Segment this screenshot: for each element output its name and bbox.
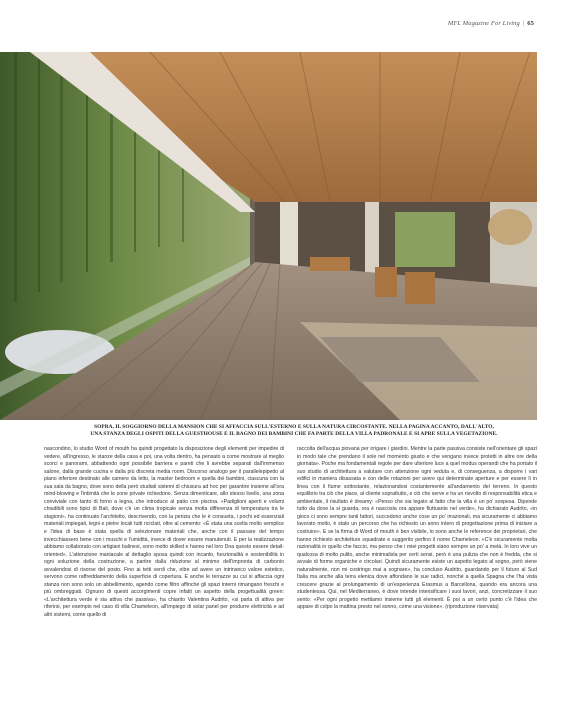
article-column-right: raccolta dell'acqua piovana per irrigare i giardini. Mentre la parte passiva consiste nell'orientare gli spazi in modo tale che prendano il sole nel momento giusto e che vengano invece protetti in altre ore della giornata». Poche ma fondamentali regole per dare ulteriore luce a quel modus operandi che ha portato il suo studio di architettura a valutare con attenzione ogni veduta e, di conseguenza, a disporre i vari edifici in maniera disassata e con delle rotazioni per avere qui determinate aperture e per essere lì in linea con il fiume sottostante, relazionandosi costantemente all'andamento del terreno. In questo equilibrio tra ciò che piace, al cliente soprattutto, e ciò che serve e ha un risvolto di responsabilità etica e ambientale, il risultato è dreamy: «Penso che sia legato al fatto che la villa è un po' sospesa. Dipende tutto da dove la si guarda, ora è nascosta ora appare fluttuante nel verde», ha dichiarato Audrito, «in gioco ci sono sempre tanti fattori, succedono anche cose un po' irrazionali, ma sicuramente ci abbiamo lavorato molto, è stato un percorso che ha richiesto un anno intero di progettazione prima di iniziare a costruire». E se la firma di Word of mouth è ben visibile, lo sono anche le reference dei proprietari, che hanno richiesto architetture squadrate e suggerito perfino il nome Chameleon. «C'è sicuramente molta razionalità in quello che faccio, ma penso che i miei progetti siano sempre un po' a metà. In loro vive un qualcosa di molto pulito, anche minimalista per certi sensi, però è una pulizia che non è fredda, che si avvale di forme organiche e circolari. Quindi sicuramente esiste un aspetto legato al sogno, però viene naturalmente, non mi costringo mai a sognare», ha concluso Audrito, guardando per il futuro al Sud Italia ma anche alla terra elenica dove affondano le sue radici, nonché a quella Spagna che l'ha vista crescere grazie al prolungamento di un'esperienza Erasmus a Barcellona, quando era ancora una studentessa. Qui, nel Mediterraneo, è dove intende intensificare i suoi lavori, anzi, concretizzare il suo sento: «Per ogni progetto mettiamo insieme tutti gli elementi. È poi a un certo punto c'è l'idea che appare di colpo la mattina presto nel sonno, come una visione». (riproduzione riservata) [297,446,537,611]
living-room-photo [0,52,537,420]
page-number: 65 [527,20,534,27]
running-header [448,20,534,27]
article-column-left: nascondino, lo studio Word of mouth ha quindi progettato la disposizione degli elementi per impedire di vedere, all'ingresso, le stanze della casa e poi, una volta dentro, ha pensato a come mostrare al meglio scorci e panorami, abbattendo ogni possibile barriera e pareti che li avrebbe separati dall'immenso salone, dalla grande cucina e dalla più discreta media room. Discorso analogo per il parallelepipedo al piano inferiore destinato alle camere da letto, la master bedroom e quella dei bambini, ciascuna con la sua sala da bagno, dove sono della però studiati sistemi di chiusura ad hoc per garantire insieme all'ora mind-blowing e l'intimità che le zone private richiedono. Senza dimenticare, allo stesso livello, una zona conviviale con tanto di forno a legna, che introduce al patio con piscina. «Padiglioni aperti e volumi chiudibili sono tipici di Bali, dove c'è un clima tropicale senza molta differenza di temperatura tra le stagioni», ha continuato l'architetto, descrivendo, con la perizia che le è consueta, i pochi ed essenziali materiali impiegati, legni e pietre locali tutti riciclati, oltre al cemento: «È stata una scelta molto semplice e l'idea di base è stata quella di selezionare materiali che, anche con il passare del tempo invecchiassero bene con i muschi e l'umidità, invece di dover essere manutenuti. E per la realizzazione abbiamo collaborato con artigiani balinesi, sono molto skilled e hanno nel loro Dna questo essere detail-oriented». L'attenzione maniacale al dettaglio sposa quindi con incanto, funzionalità e sostenibilità in ogni soluzione della costruzione, a partire dalla riduzione al minimo dell'impronta di carbonio avvalendosi di risorse del posto. Fino ai tetti verdi che, oltre ad avere un intrinseco valore estetico, servono come raffreddamento della superficie di copertura. E anche le terrazze su cui si affaccia ogni stanza non sono solo un abbellimento, agendo come filtro affinché gli spazi interni rimangano freschi e più ombreggiati. Ognuno di questi accorgimenti copre infatti un aspetto della progettualità green: «L'architettura verde è sia attiva che passiva», ha chiarito Valentina Audrito, «si parla di attiva per riferirsi, per esempio nel caso di villa Chameleon, all'impiego di solar panel per produrre elettricità e ad altri sistemi, come quello di [44,446,284,619]
article-body [44,446,537,702]
pendant-lamp [488,209,532,245]
photo-caption: SOPRA, IL SOGGIORNO DELLA MANSION CHE SI AFFACCIA SULL'ESTERNO E SULLA NATURA CIRCOSTANTE. NELLA PAGINA ACCANTO, DALL'ALTO, UNA STANZA DEGLI OSPITI DELLA GUESTHOUSE E IL BAGNO DEI BAMBINI CHE FA PARTE DELLA VILLA PADRONALE E SI APRE SULLA VEGETAZIONE. [90,424,498,438]
header-separator: | [522,20,525,27]
photo-illustration [0,52,537,420]
back-window [395,212,455,267]
magazine-name: MFL Magazine For Living [447,20,520,27]
